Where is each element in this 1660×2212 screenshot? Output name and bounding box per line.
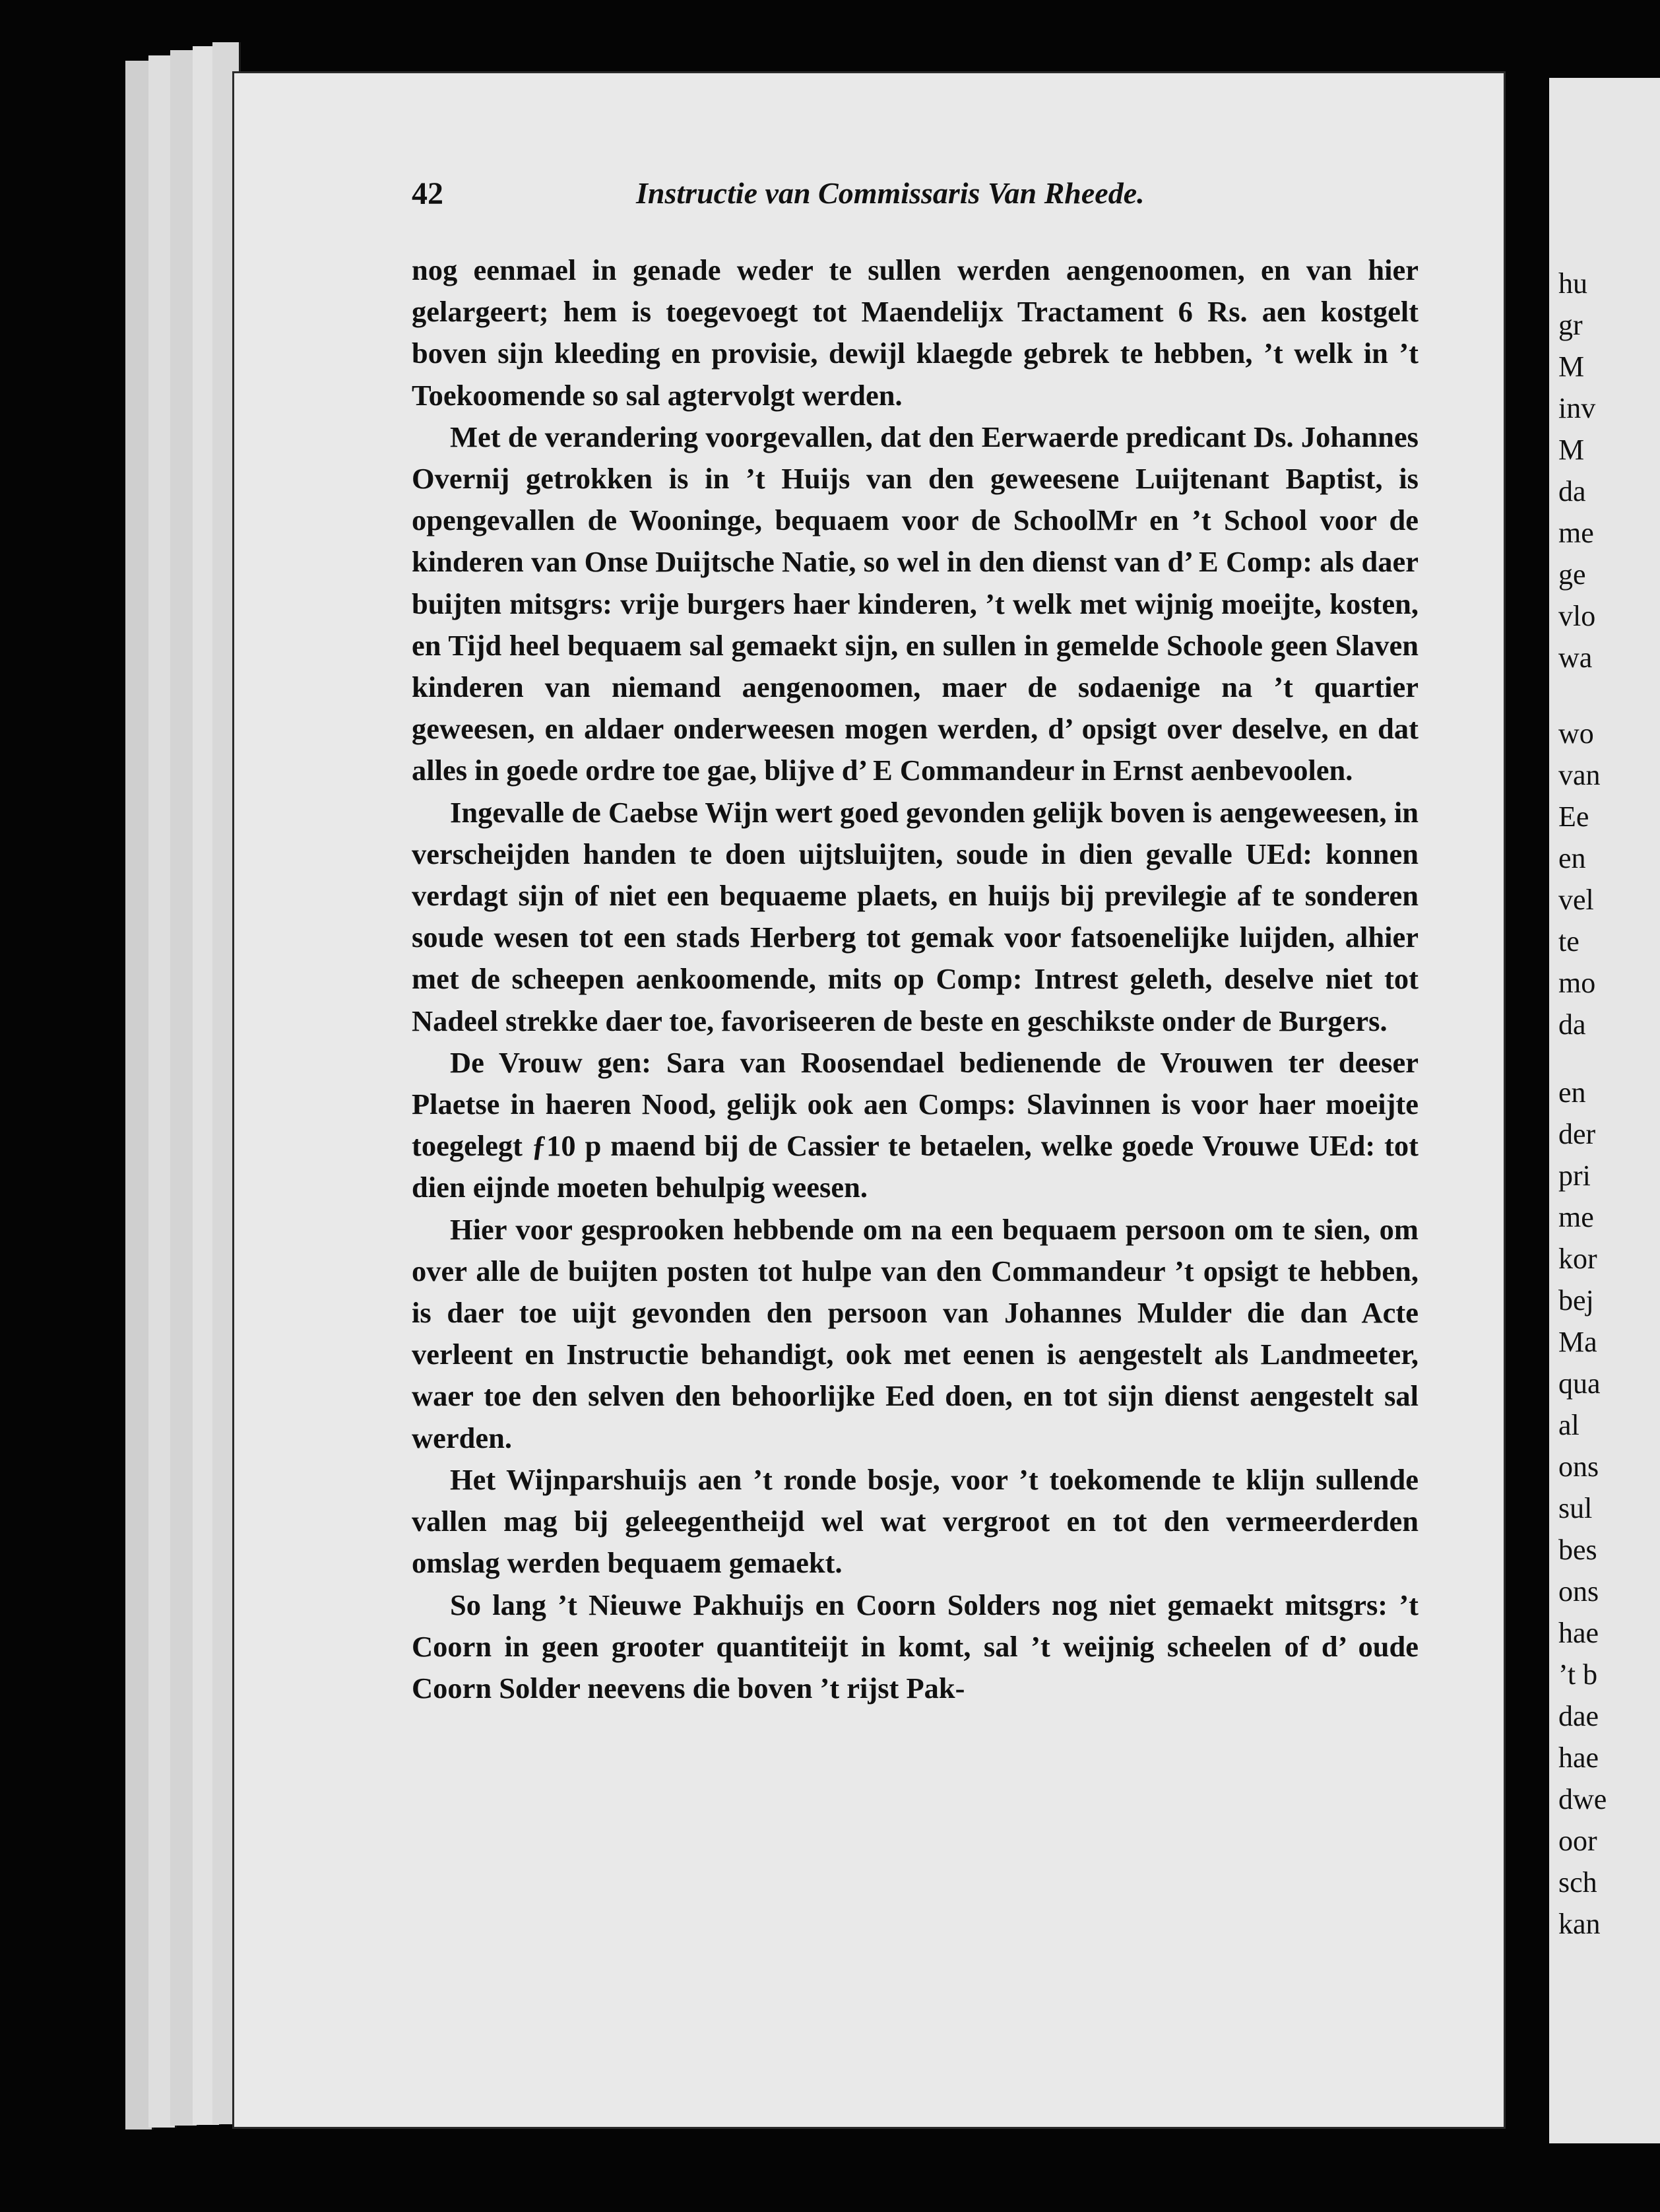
facing-page-text: hu bbox=[1558, 267, 1587, 300]
facing-page-text: en bbox=[1558, 842, 1586, 874]
facing-page-text: hae bbox=[1558, 1741, 1599, 1774]
facing-page-text: da bbox=[1558, 1008, 1586, 1041]
facing-page-text: wo bbox=[1558, 717, 1594, 750]
facing-page-text: qua bbox=[1558, 1367, 1601, 1400]
facing-page-text: al bbox=[1558, 1409, 1580, 1441]
facing-page-text: ons bbox=[1558, 1450, 1599, 1483]
facing-page-text: mo bbox=[1558, 967, 1596, 999]
paragraph: Met de verandering voorgevallen, dat den Eerwaerde predicant Ds. Johannes Overnij getrokken is in ’t Huijs van den geweesene Luijtenant Baptist, is opengevallen de Wooninge, bequaem voor de SchoolMr en ’t School voor de kinderen van Onse Duijtsche Natie, so wel in den dienst van d’ E Comp: als daer buijten mitsgrs: vrije burgers haer kinderen, ’t welk met wijnig moeijte, kosten, en Tijd heel bequaem sal gemaekt sijn, en sullen in gemelde Schoole geen Slaven kinderen van niemand aengenoomen, maer de sodaenige na ’t quartier geweesen, en aldaer onderweesen mogen werden, d’ opsigt over deselve, en dat alles in goede ordre toe gae, blijve d’ E Commandeur in Ernst aenbevoolen. bbox=[412, 420, 1419, 787]
facing-page-text: wa bbox=[1558, 641, 1593, 674]
facing-page-text: gr bbox=[1558, 309, 1583, 341]
paragraph: Ingevalle de Caebse Wijn wert goed gevonden gelijk boven is aengeweesen, in verscheijden handen te doen uijtsluijten, soude in dien gevalle UEd: konnen verdagt sijn of niet een bequaeme plaets, en huijs bij previlegie af te sonderen soude wesen tot een stads Herberg tot gemak voor fatsoenelijke luijden, alhier met de scheepen aenkoomende, mits op Comp: Intrest geleth, deselve niet tot Nadeel strekke daer toe, favoriseeren de beste en geschikste onder de Burgers. bbox=[412, 795, 1419, 1037]
facing-page-text: sul bbox=[1558, 1492, 1593, 1524]
facing-page-text: vlo bbox=[1558, 600, 1596, 632]
facing-page-text: pri bbox=[1558, 1159, 1591, 1192]
facing-page-text: dwe bbox=[1558, 1783, 1607, 1815]
facing-page-text: Ee bbox=[1558, 800, 1589, 833]
facing-page-text: da bbox=[1558, 475, 1586, 507]
facing-page-text: Ma bbox=[1558, 1326, 1597, 1358]
page-header bbox=[232, 176, 1506, 228]
facing-page-text: oor bbox=[1558, 1825, 1597, 1857]
facing-page-text: vel bbox=[1558, 884, 1594, 916]
facing-page-text: van bbox=[1558, 759, 1601, 791]
paragraph: De Vrouw gen: Sara van Roosendael bedienende de Vrouwen ter deeser Plaetse in haeren Nood, gelijk ook aen Comps: Slavinnen is voor haer moeijte toegelegt ƒ10 p maend bij de Cassier te betaelen, welke goede Vrouwe UEd: tot dien eijnde moeten behulpig weesen. bbox=[412, 1045, 1419, 1204]
paragraph: Hier voor gesprooken hebbende om na een bequaem persoon om te sien, om over alle de buijten posten tot hulpe van den Commandeur ’t opsigt te hebben, is daer toe uijt gevonden den persoon van Johannes Mulder die dan Acte verleent en Instructie behandigt, ook met eenen is aengestelt als Landmeeter, waer toe den selven den behoorlijke Eed doen, en tot sijn dienst aengestelt sal werden. bbox=[412, 1212, 1419, 1454]
book-page bbox=[232, 71, 1506, 2129]
paragraph: Het Wijnparshuijs aen ’t ronde bosje, voor ’t toekomende te klijn sullende vallen mag bij geleegentheijd wel wat vergroot en tot den vermeerderden omslag werden bequaem gemaekt. bbox=[412, 1462, 1419, 1580]
facing-page-text: der bbox=[1558, 1118, 1596, 1150]
facing-page-text: en bbox=[1558, 1076, 1586, 1109]
facing-page-text: M bbox=[1558, 434, 1585, 466]
facing-page-text: te bbox=[1558, 925, 1580, 958]
page-number: 42 bbox=[412, 176, 443, 211]
facing-page-text: kor bbox=[1558, 1243, 1597, 1275]
facing-page-text: hae bbox=[1558, 1617, 1599, 1649]
facing-page-text: me bbox=[1558, 1201, 1594, 1233]
facing-page-text: bej bbox=[1558, 1284, 1594, 1317]
paragraph: So lang ’t Nieuwe Pakhuijs en Coorn Solders nog niet gemaekt mitsgrs: ’t Coorn in geen grooter quantiteijt in komt, sal ’t weijnig scheelen of d’ oude Coorn Solder neevens die boven ’t rijst Pak- bbox=[412, 1588, 1419, 1705]
facing-page-text: dae bbox=[1558, 1700, 1599, 1732]
facing-page-text: bes bbox=[1558, 1534, 1597, 1566]
facing-page-text: ons bbox=[1558, 1575, 1599, 1608]
facing-page-text: ge bbox=[1558, 558, 1586, 591]
facing-page-text: me bbox=[1558, 517, 1594, 549]
facing-page-text: sch bbox=[1558, 1866, 1597, 1899]
facing-page-text: kan bbox=[1558, 1908, 1601, 1940]
page-body bbox=[412, 249, 1419, 1709]
facing-page-text: ’t b bbox=[1558, 1658, 1598, 1691]
facing-page-text: M bbox=[1558, 350, 1585, 383]
running-title: Instructie van Commissaris Van Rheede. bbox=[636, 176, 1145, 210]
facing-page-text: inv bbox=[1558, 392, 1596, 424]
paragraph: nog eenmael in genade weder te sullen werden aengenoomen, en van hier gelargeert; hem is toegevoegt tot Maendelijx Tractament 6 Rs. aen kostgelt boven sijn kleeding en provisie, dewijl klaegde gebrek te hebben, ’t welk in ’t Toekoomende so sal agtervolgt werden. bbox=[412, 253, 1419, 412]
facing-page-fragment bbox=[1549, 78, 1660, 2143]
